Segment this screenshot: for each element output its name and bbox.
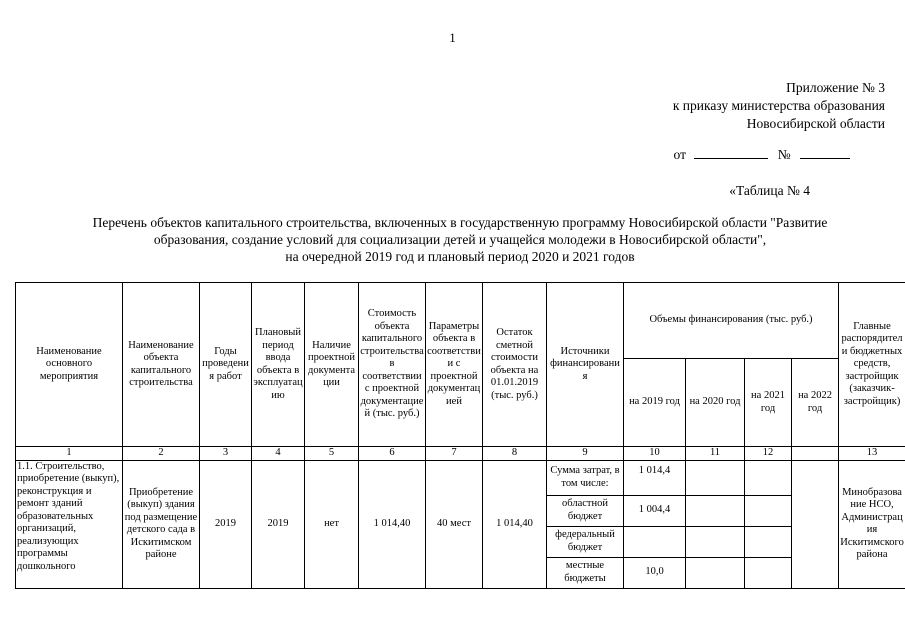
col-number: 13 — [839, 447, 905, 461]
table-label: «Таблица № 4 — [729, 183, 810, 198]
col-number: 8 — [483, 447, 547, 461]
order-number-label: № — [777, 147, 791, 162]
value-2019: 1 004,4 — [624, 495, 686, 526]
col-number — [792, 447, 839, 461]
value-2020 — [686, 495, 745, 526]
title-line-1: Перечень объектов капитального строительства, включенных в государственную программу Новосибирской области "Развитие — [92, 215, 828, 230]
header-2019: на 2019 год — [624, 359, 686, 447]
header-cost: Стоимость объекта капитального строительства в соответствии с проектной документацией (тыс. руб.) — [359, 283, 426, 447]
appendix-region: Новосибирской области — [746, 116, 885, 131]
table-row — [16, 460, 905, 495]
row-object: Приобретение (выкуп) здания под размещение детского сада в Искитимском районе — [123, 460, 200, 588]
header-remainder: Остаток сметной стоимости объекта на 01.01.2019 (тыс. руб.) — [483, 283, 547, 447]
col-number: 4 — [252, 447, 305, 461]
order-date-blank — [694, 146, 768, 159]
appendix-order-ref: к приказу министерства образования — [672, 98, 885, 113]
value-2020 — [686, 460, 745, 495]
row-params: 40 мест — [426, 460, 483, 588]
header-years: Годы проведения работ — [200, 283, 252, 447]
col-number: 6 — [359, 447, 426, 461]
col-number: 10 — [624, 447, 686, 461]
order-date-number-line — [560, 146, 850, 163]
source-total: Сумма затрат, в том числе: — [547, 460, 624, 495]
header-2020: на 2020 год — [686, 359, 745, 447]
col-number: 1 — [16, 447, 123, 461]
appendix-title: Приложение № 3 — [786, 80, 885, 95]
column-number-row — [16, 447, 905, 461]
col-number: 5 — [305, 447, 359, 461]
header-commission: Плановый период ввода объекта в эксплуатацию — [252, 283, 305, 447]
title-line-2: образования, создание условий для социализации детей и учащейся молодежи в Новосибирской области", — [153, 232, 767, 247]
row-cost: 1 014,40 — [359, 460, 426, 588]
value-2021 — [745, 557, 792, 588]
col-number: 7 — [426, 447, 483, 461]
value-2019: 1 014,4 — [624, 460, 686, 495]
value-2020 — [686, 557, 745, 588]
header-funding-group: Объемы финансирования (тыс. руб.) — [624, 283, 839, 359]
col-number: 11 — [686, 447, 745, 461]
value-2021 — [745, 460, 792, 495]
col-number: 3 — [200, 447, 252, 461]
page-number: 1 — [449, 30, 456, 45]
source-regional: областной бюджет — [547, 495, 624, 526]
document-title — [20, 214, 900, 265]
row-years: 2019 — [200, 460, 252, 588]
col-number: 2 — [123, 447, 200, 461]
header-manager: Главные распорядители бюджетных средств, застройщик (заказчик-застройщик) — [839, 283, 905, 447]
value-2022 — [792, 460, 839, 588]
row-activity: 1.1. Строительство, приобретение (выкуп), реконструкция и ремонт зданий образовательных организаций, реализующих программы дошкольного — [16, 460, 123, 588]
objects-table — [15, 282, 905, 589]
col-number: 12 — [745, 447, 792, 461]
order-number-blank — [800, 146, 850, 159]
row-remainder: 1 014,40 — [483, 460, 547, 588]
row-manager: Минобразование НСО, Администрация Искитимского района — [839, 460, 905, 588]
row-commission: 2019 — [252, 460, 305, 588]
value-2021 — [745, 526, 792, 557]
header-sources: Источники финансирования — [547, 283, 624, 447]
value-2019 — [624, 526, 686, 557]
col-number: 9 — [547, 447, 624, 461]
header-project-docs: Наличие проектной документации — [305, 283, 359, 447]
value-2020 — [686, 526, 745, 557]
appendix-header — [560, 79, 885, 133]
value-2019: 10,0 — [624, 557, 686, 588]
header-2021: на 2021 год — [745, 359, 792, 447]
row-project-docs: нет — [305, 460, 359, 588]
title-line-3: на очередной 2019 год и плановый период 2020 и 2021 годов — [285, 249, 635, 264]
source-federal: федеральный бюджет — [547, 526, 624, 557]
header-object: Наименование объекта капитального строительства — [123, 283, 200, 447]
header-activity: Наименование основного мероприятия — [16, 283, 123, 447]
header-params: Параметры объекта в соответствии с проектной документацией — [426, 283, 483, 447]
value-2021 — [745, 495, 792, 526]
source-local: местные бюджеты — [547, 557, 624, 588]
header-2022: на 2022 год — [792, 359, 839, 447]
order-from-label: от — [673, 147, 686, 162]
